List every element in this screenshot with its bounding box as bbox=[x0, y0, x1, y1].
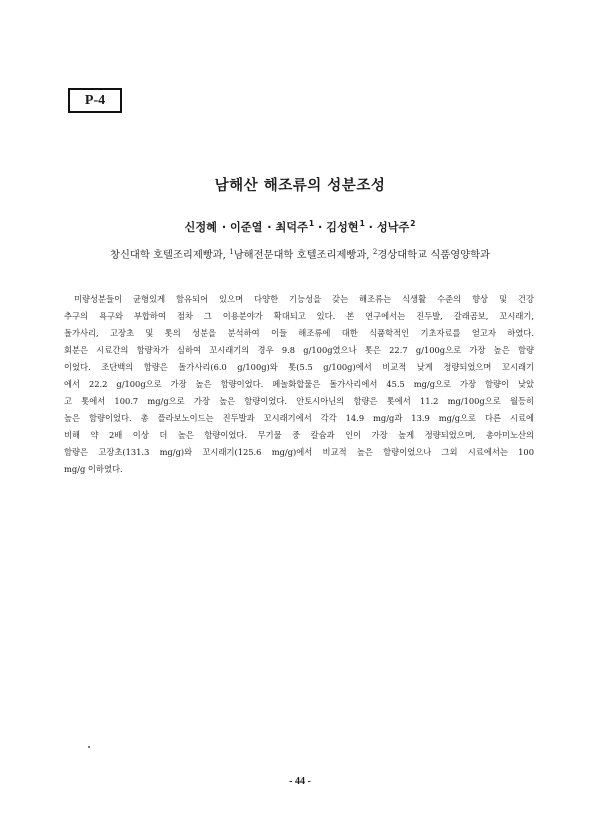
author-affiliation-mark: 1 bbox=[308, 219, 315, 228]
abstract-line: 추구의 욕구와 부합하여 점차 그 이용분야가 확대되고 있다. 본 연구에서는 진두발, 갈래곰보, 꼬시래기, bbox=[64, 311, 534, 321]
abstract-line: 함량은 고장초(131.3 mg/g)와 꼬시래기(125.6 mg/g)에서 비교적 높은 함량이었으나 그외 시료에서는 100 bbox=[64, 447, 534, 457]
affiliation-mark: 1 bbox=[229, 248, 234, 256]
affiliation-list bbox=[0, 246, 600, 261]
author-separator: · bbox=[263, 221, 276, 234]
poster-code: P-4 bbox=[84, 92, 106, 108]
author-separator: · bbox=[314, 221, 327, 234]
author-name: 김성현 bbox=[326, 221, 359, 234]
author-list bbox=[0, 219, 600, 235]
author-name: 성낙주 bbox=[376, 221, 410, 234]
abstract-line: 이었다. 조단백의 함량은 돌가사리(6.0 g/100g)와 톳(5.5 g/100g)에서 비교적 낮게 정량되었으며 꼬시래기 bbox=[64, 362, 534, 372]
abstract-body bbox=[64, 291, 534, 478]
author-name: 이준열 bbox=[229, 221, 263, 234]
author-name: 신정혜 bbox=[184, 221, 217, 234]
abstract-line: 돌가사리, 고장초 및 톳의 성분을 분석하여 이들 해조류에 대한 식품학적인 기초자료를 얻고자 하였다. bbox=[64, 328, 534, 338]
abstract-line: 고 톳에서 100.7 mg/g으로 가장 높은 함량이었다. 안토시아닌의 함량은 톳에서 11.2 mg/100g으로 월등히 bbox=[64, 396, 534, 406]
poster-code-box bbox=[68, 88, 122, 113]
affiliation-text: 창신대학 호텔조리제빵과, bbox=[110, 249, 230, 261]
scan-speck bbox=[88, 746, 90, 748]
author-separator: · bbox=[217, 221, 230, 234]
page-number: - 44 - bbox=[289, 776, 311, 787]
affiliation-mark: 2 bbox=[372, 248, 378, 256]
abstract-line: mg/g 이하였다. bbox=[64, 464, 123, 474]
affiliation-text: 경상대학교 식품영양학과 bbox=[377, 249, 490, 261]
abstract-line: 회분은 시료간의 함량차가 심하여 꼬시래기의 경우 9.8 g/100g였으나 톳은 22.7 g/100g으로 가장 높은 함량 bbox=[64, 345, 534, 355]
abstract-line: 에서 22.2 g/100g으로 가장 높은 함량이었다. 페놀화합물은 돌가사리에서 45.5 mg/g으로 가장 함량이 낮았 bbox=[64, 379, 534, 389]
author-name: 최덕주 bbox=[275, 221, 308, 234]
abstract-line: 미량성분들이 균형있게 함유되어 있으며 다양한 기능성을 갖는 해조류는 식생활 수준의 향상 및 건강 bbox=[74, 294, 534, 304]
paper-title: 남해산 해조류의 성분조성 bbox=[214, 178, 386, 194]
affiliation-text: 남해전문대학 호텔조리제빵과, bbox=[233, 249, 373, 261]
abstract-line: 비해 약 2배 이상 더 높은 함량이었다. 무기물 중 칼슘과 인이 가장 높게 정량되었으며, 총아미노산의 bbox=[64, 430, 534, 440]
abstract-line: 높은 함량이었다. 총 플라보노이드는 진두발과 꼬시래기에서 각각 14.9 mg/g과 13.9 mg/g으로 다른 시료에 bbox=[64, 413, 534, 423]
author-affiliation-mark: 1 bbox=[359, 219, 365, 228]
author-separator: · bbox=[364, 221, 377, 234]
author-affiliation-mark: 2 bbox=[410, 219, 416, 228]
